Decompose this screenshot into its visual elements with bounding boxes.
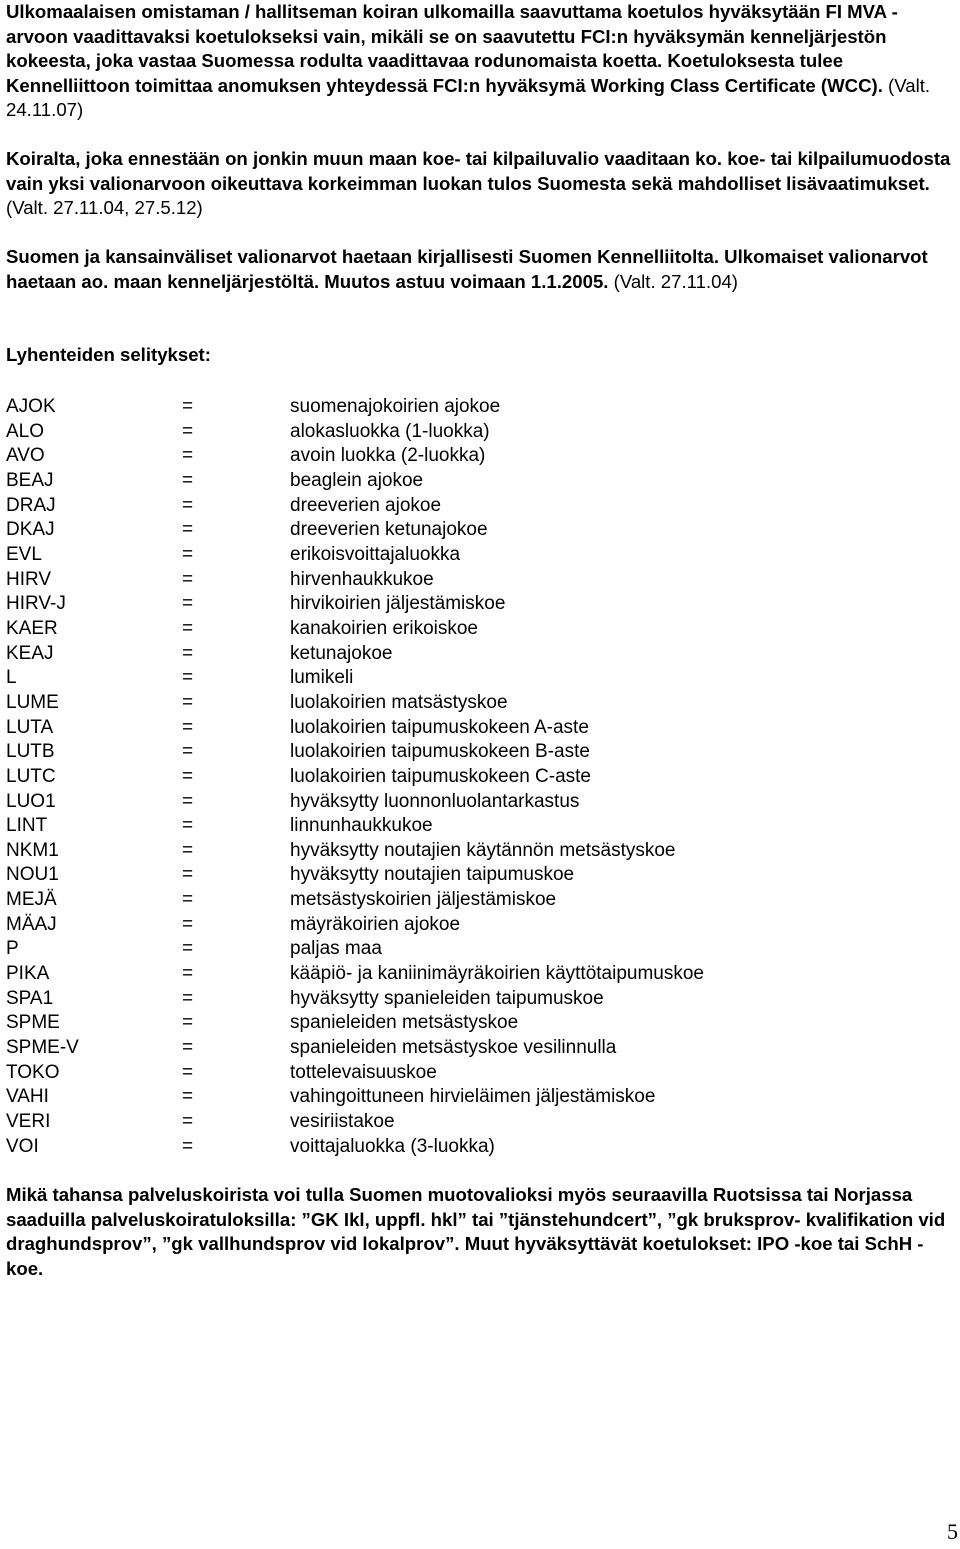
equals-sign: =	[182, 864, 194, 886]
abbreviation-description: kääpiö- ja kaniinimäyräkoirien käyttötaipumuskoe	[290, 963, 704, 985]
abbreviations-heading: Lyhenteiden selitykset:	[6, 344, 211, 365]
paragraph-text: Suomen ja kansainväliset valionarvot haetaan kirjallisesti Suomen Kennelliitolta. Ulkomaiset valionarvot haetaan ao. maan kenneljärjestöltä. Muutos astuu voimaan 1.1.2005.	[6, 246, 928, 292]
equals-sign: =	[182, 1135, 194, 1157]
abbreviation-row	[6, 888, 954, 913]
abbreviation-row	[6, 716, 954, 741]
abbreviation-code: LUME	[6, 691, 59, 713]
abbreviation-list	[6, 395, 954, 1159]
equals-sign: =	[182, 815, 194, 837]
abbreviation-code: LINT	[6, 815, 48, 837]
abbreviation-row	[6, 395, 954, 420]
abbreviation-description: vahingoittuneen hirvieläimen jäljestämiskoe	[290, 1086, 656, 1108]
equals-sign: =	[182, 568, 194, 590]
equals-sign: =	[182, 1012, 194, 1034]
abbreviation-code: ALO	[6, 420, 45, 442]
equals-sign: =	[182, 765, 194, 787]
abbreviation-description: kanakoirien erikoiskoe	[290, 617, 478, 639]
abbreviation-row	[6, 617, 954, 642]
abbreviation-description: linnunhaukkukoe	[290, 815, 433, 837]
abbreviation-row	[6, 790, 954, 815]
abbreviation-description: mäyräkoirien ajokoe	[290, 913, 461, 935]
abbreviation-code: SPME	[6, 1012, 60, 1034]
equals-sign: =	[182, 445, 194, 467]
abbreviation-code: AJOK	[6, 396, 56, 417]
abbreviation-description: hirvenhaukkukoe	[290, 568, 434, 590]
paragraph-text: Koiralta, joka ennestään on jonkin muun maan koe- tai kilpailuvalio vaaditaan ko. koe- tai kilpailumuodosta vain yksi valionarvoon oikeuttava korkeimman luokan tulos Suomesta sekä mahdolliset lisävaatimukset.	[6, 148, 951, 194]
abbreviation-description: hyväksytty noutajien käytännön metsästyskoe	[290, 839, 676, 861]
equals-sign: =	[182, 617, 194, 639]
equals-sign: =	[182, 420, 194, 442]
abbreviation-description: metsästyskoirien jäljestämiskoe	[290, 889, 557, 911]
abbreviation-code: DKAJ	[6, 519, 55, 541]
abbreviation-code: KAER	[6, 617, 58, 639]
abbreviation-code: PIKA	[6, 963, 50, 985]
abbreviation-row	[6, 1110, 954, 1135]
paragraph-text: Ulkomaalaisen omistaman / hallitseman koiran ulkomailla saavuttama koetulos hyväksytään FI MVA -arvoon vaadittavaksi koetulokseksi vain, mikäli se on saavutettu FCI:n hyväksymän kenneljärjestön kokeesta, joka vastaa Suomessa rodulta vaadittavaa rodunomaista koetta. Koetuloksesta tulee Kennelliittoon toimittaa anomuksen yhteydessä FCI:n hyväksymä Working Class Certificate (WCC).	[6, 1, 898, 96]
equals-sign: =	[182, 889, 194, 911]
equals-sign: =	[182, 642, 194, 664]
abbreviation-code: DRAJ	[6, 494, 56, 516]
abbreviation-row	[6, 568, 954, 593]
abbreviation-code: VOI	[6, 1135, 39, 1157]
abbreviation-row	[6, 1085, 954, 1110]
abbreviation-code: VERI	[6, 1111, 51, 1133]
abbreviation-row	[6, 543, 954, 568]
equals-sign: =	[182, 519, 194, 541]
abbreviation-description: hirvikoirien jäljestämiskoe	[290, 593, 506, 615]
abbreviation-description: suomenajokoirien ajokoe	[290, 396, 501, 417]
abbreviation-code: VAHI	[6, 1086, 49, 1108]
abbreviation-description: hyväksytty spanieleiden taipumuskoe	[290, 987, 604, 1009]
abbreviation-row	[6, 839, 954, 864]
abbreviation-description: lumikeli	[290, 667, 354, 689]
abbreviation-row	[6, 913, 954, 938]
abbreviation-description: ketunajokoe	[290, 642, 393, 664]
abbreviation-description: luolakoirien taipumuskokeen B-aste	[290, 741, 590, 763]
abbreviation-code: MEJÄ	[6, 889, 57, 911]
abbreviation-code: HIRV-J	[6, 593, 66, 615]
abbreviation-code: AVO	[6, 445, 45, 467]
abbreviation-description: hyväksytty noutajien taipumuskoe	[290, 864, 575, 886]
abbreviation-code: LUO1	[6, 790, 56, 812]
abbreviation-row	[6, 863, 954, 888]
equals-sign: =	[182, 543, 194, 565]
abbreviation-row	[6, 642, 954, 667]
abbreviation-row	[6, 420, 954, 445]
abbreviation-description: dreeverien ajokoe	[290, 494, 442, 516]
abbreviation-code: NKM1	[6, 839, 59, 861]
abbreviation-row	[6, 518, 954, 543]
abbreviation-code: L	[6, 667, 17, 689]
equals-sign: =	[182, 790, 194, 812]
abbreviation-code: LUTC	[6, 765, 56, 787]
abbreviation-description: tottelevaisuuskoe	[290, 1061, 437, 1083]
abbreviation-code: NOU1	[6, 864, 59, 886]
equals-sign: =	[182, 1111, 194, 1133]
abbreviation-row	[6, 937, 954, 962]
abbreviation-description: dreeverien ketunajokoe	[290, 519, 488, 541]
abbreviation-description: erikoisvoittajaluokka	[290, 543, 461, 565]
paragraph-foreign-dog-results	[6, 0, 954, 123]
abbreviation-description: paljas maa	[290, 938, 382, 960]
validity-note: (Valt. 27.11.04)	[613, 270, 738, 292]
equals-sign: =	[182, 469, 194, 491]
abbreviation-code: BEAJ	[6, 469, 54, 491]
abbreviation-row	[6, 444, 954, 469]
abbreviation-row	[6, 814, 954, 839]
equals-sign: =	[182, 938, 194, 960]
abbreviation-row	[6, 592, 954, 617]
abbreviation-code: HIRV	[6, 568, 52, 590]
equals-sign: =	[182, 741, 194, 763]
abbreviation-description: luolakoirien taipumuskokeen C-aste	[290, 765, 591, 787]
abbreviation-row	[6, 765, 954, 790]
abbreviation-description: hyväksytty luonnonluolantarkastus	[290, 790, 580, 812]
validity-note: (Valt. 24.11.07)	[6, 74, 931, 121]
abbreviation-row	[6, 1061, 954, 1086]
equals-sign: =	[182, 987, 194, 1009]
equals-sign: =	[182, 691, 194, 713]
abbreviation-description: spanieleiden metsästyskoe	[290, 1012, 519, 1034]
equals-sign: =	[182, 716, 194, 738]
abbreviation-row	[6, 691, 954, 716]
abbreviation-row	[6, 740, 954, 765]
equals-sign: =	[182, 1086, 194, 1108]
equals-sign: =	[182, 913, 194, 935]
page-number: 5	[947, 1519, 958, 1544]
equals-sign: =	[182, 494, 194, 516]
abbreviation-description: spanieleiden metsästyskoe vesilinnulla	[290, 1037, 617, 1059]
abbreviation-code: SPME-V	[6, 1037, 79, 1059]
abbreviation-row	[6, 469, 954, 494]
abbreviation-row	[6, 1135, 954, 1160]
abbreviation-description: avoin luokka (2-luokka)	[290, 445, 486, 467]
equals-sign: =	[182, 839, 194, 861]
validity-note: (Valt. 27.11.04, 27.5.12)	[6, 197, 203, 219]
abbreviation-code: LUTA	[6, 716, 54, 738]
abbreviation-row	[6, 1011, 954, 1036]
abbreviation-description: luolakoirien matsästyskoe	[290, 691, 508, 713]
abbreviation-description: beaglein ajokoe	[290, 469, 424, 491]
equals-sign: =	[182, 1037, 194, 1059]
equals-sign: =	[182, 963, 194, 985]
abbreviation-row	[6, 1036, 954, 1061]
abbreviation-description: voittajaluokka (3-luokka)	[290, 1135, 495, 1157]
equals-sign: =	[182, 667, 194, 689]
abbreviation-row	[6, 666, 954, 691]
abbreviation-row	[6, 962, 954, 987]
paragraph-champion-applications	[6, 245, 954, 294]
abbreviation-row	[6, 494, 954, 519]
abbreviation-row	[6, 987, 954, 1012]
equals-sign: =	[182, 593, 194, 615]
paragraph-service-dog-results: Mikä tahansa palveluskoirista voi tulla Suomen muotovalioksi myös seuraavilla Ruotsissa tai Norjassa saaduilla palveluskoiratuloksilla: ”GK Ikl, uppfl. hkl” tai ”tjänstehundcert”, ”gk bruksprov- kvalifikation vid draghundsprov”, ”gk vallhundsprov vid lokalprov”. Muut hyväksyttävät koetulokset: IPO -koe tai SchH -koe.	[6, 1184, 946, 1279]
equals-sign: =	[182, 1061, 194, 1083]
paragraph-foreign-champion	[6, 147, 954, 221]
equals-sign: =	[182, 396, 194, 417]
abbreviation-code: TOKO	[6, 1061, 60, 1083]
abbreviation-code: KEAJ	[6, 642, 54, 664]
abbreviation-description: alokasluokka (1-luokka)	[290, 420, 490, 442]
abbreviation-code: P	[6, 938, 19, 960]
abbreviation-description: luolakoirien taipumuskokeen A-aste	[290, 716, 589, 738]
abbreviation-code: SPA1	[6, 987, 54, 1009]
abbreviation-code: MÄAJ	[6, 913, 57, 935]
abbreviation-code: EVL	[6, 543, 42, 565]
abbreviation-description: vesiriistakoe	[290, 1111, 395, 1133]
abbreviation-code: LUTB	[6, 741, 55, 763]
